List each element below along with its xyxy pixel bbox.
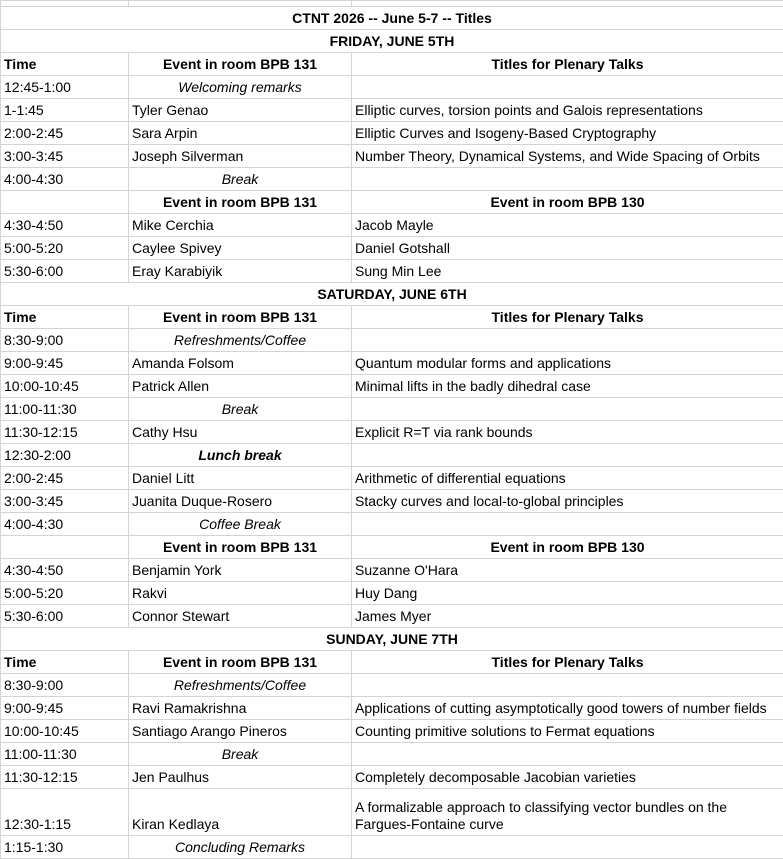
event-cell[interactable]: Concluding Remarks bbox=[129, 836, 352, 859]
speaker-cell[interactable]: Sung Min Lee bbox=[352, 260, 783, 283]
room130-header[interactable]: Event in room BPB 130 bbox=[352, 191, 783, 214]
time-cell[interactable]: 2:00-2:45 bbox=[1, 122, 129, 145]
title-cell[interactable] bbox=[352, 329, 783, 352]
time-cell[interactable]: 2:00-2:45 bbox=[1, 467, 129, 490]
time-cell[interactable]: 12:30-2:00 bbox=[1, 444, 129, 467]
event-cell[interactable]: Welcoming remarks bbox=[129, 76, 352, 99]
title-cell[interactable]: Minimal lifts in the badly dihedral case bbox=[352, 375, 783, 398]
event-cell[interactable]: Lunch break bbox=[129, 444, 352, 467]
title-cell[interactable] bbox=[352, 513, 783, 536]
table-row bbox=[1, 99, 783, 122]
title-cell[interactable]: Counting primitive solutions to Fermat equations bbox=[352, 720, 783, 743]
speaker-cell[interactable]: Joseph Silverman bbox=[129, 145, 352, 168]
time-cell[interactable]: 4:30-4:50 bbox=[1, 214, 129, 237]
table-row bbox=[1, 697, 783, 720]
speaker-cell[interactable]: Jen Paulhus bbox=[129, 766, 352, 789]
table-row bbox=[1, 375, 783, 398]
speaker-cell[interactable]: Connor Stewart bbox=[129, 605, 352, 628]
speaker-cell[interactable]: Cathy Hsu bbox=[129, 421, 352, 444]
plenary-header[interactable]: Titles for Plenary Talks bbox=[352, 306, 783, 329]
title-cell[interactable]: Explicit R=T via rank bounds bbox=[352, 421, 783, 444]
title-cell[interactable] bbox=[352, 398, 783, 421]
room131-header[interactable]: Event in room BPB 131 bbox=[129, 651, 352, 674]
table-row bbox=[1, 444, 783, 467]
time-cell[interactable]: 11:30-12:15 bbox=[1, 421, 129, 444]
time-cell[interactable]: 11:00-11:30 bbox=[1, 398, 129, 421]
title-cell[interactable]: Arithmetic of differential equations bbox=[352, 467, 783, 490]
time-cell[interactable]: 3:00-3:45 bbox=[1, 490, 129, 513]
time-header[interactable]: Time bbox=[1, 53, 129, 76]
title-row bbox=[1, 7, 783, 30]
table-row bbox=[1, 766, 783, 789]
header-row bbox=[1, 651, 783, 674]
table-row bbox=[1, 398, 783, 421]
table-row bbox=[1, 76, 783, 99]
day-row bbox=[1, 628, 783, 651]
title-cell[interactable] bbox=[352, 444, 783, 467]
table-row bbox=[1, 743, 783, 766]
event-cell[interactable]: Coffee Break bbox=[129, 513, 352, 536]
speaker-cell[interactable]: Daniel Litt bbox=[129, 467, 352, 490]
table-row bbox=[1, 836, 783, 859]
time-cell[interactable]: 5:00-5:20 bbox=[1, 237, 129, 260]
speaker-cell[interactable]: Santiago Arango Pineros bbox=[129, 720, 352, 743]
time-cell[interactable]: 11:30-12:15 bbox=[1, 766, 129, 789]
title-cell[interactable]: Number Theory, Dynamical Systems, and Wide Spacing of Orbits bbox=[352, 145, 783, 168]
table-row bbox=[1, 559, 783, 582]
room131-header[interactable]: Event in room BPB 131 bbox=[129, 536, 352, 559]
time-cell[interactable]: 8:30-9:00 bbox=[1, 674, 129, 697]
table-row bbox=[1, 582, 783, 605]
plenary-header[interactable]: Titles for Plenary Talks bbox=[352, 651, 783, 674]
speaker-cell[interactable]: Huy Dang bbox=[352, 582, 783, 605]
time-cell[interactable]: 5:00-5:20 bbox=[1, 582, 129, 605]
title-cell[interactable]: Completely decomposable Jacobian varieties bbox=[352, 766, 783, 789]
cell[interactable] bbox=[1, 191, 129, 214]
event-cell[interactable]: Break bbox=[129, 743, 352, 766]
event-cell[interactable]: Refreshments/Coffee bbox=[129, 329, 352, 352]
table-row bbox=[1, 513, 783, 536]
title-cell[interactable] bbox=[352, 836, 783, 859]
speaker-cell[interactable]: Kiran Kedlaya bbox=[129, 789, 352, 836]
day-heading-sunday[interactable]: SUNDAY, JUNE 7TH bbox=[1, 628, 783, 651]
day-heading-friday[interactable]: FRIDAY, JUNE 5TH bbox=[1, 30, 783, 53]
time-header[interactable]: Time bbox=[1, 651, 129, 674]
title-cell[interactable]: Quantum modular forms and applications bbox=[352, 352, 783, 375]
speaker-cell[interactable]: Caylee Spivey bbox=[129, 237, 352, 260]
time-cell[interactable]: 4:30-4:50 bbox=[1, 559, 129, 582]
event-cell[interactable]: Break bbox=[129, 168, 352, 191]
speaker-cell[interactable]: Rakvi bbox=[129, 582, 352, 605]
time-cell[interactable]: 12:45-1:00 bbox=[1, 76, 129, 99]
event-cell[interactable]: Refreshments/Coffee bbox=[129, 674, 352, 697]
table-row bbox=[1, 789, 783, 836]
table-row bbox=[1, 122, 783, 145]
speaker-cell[interactable]: Juanita Duque-Rosero bbox=[129, 490, 352, 513]
room130-header[interactable]: Event in room BPB 130 bbox=[352, 536, 783, 559]
speaker-cell[interactable]: Ravi Ramakrishna bbox=[129, 697, 352, 720]
time-cell[interactable]: 1-1:45 bbox=[1, 99, 129, 122]
parallel-header-row bbox=[1, 191, 783, 214]
event-cell[interactable]: Break bbox=[129, 398, 352, 421]
room131-header[interactable]: Event in room BPB 131 bbox=[129, 191, 352, 214]
day-row bbox=[1, 283, 783, 306]
room131-header[interactable]: Event in room BPB 131 bbox=[129, 306, 352, 329]
table-row bbox=[1, 674, 783, 697]
table-row bbox=[1, 605, 783, 628]
table-row bbox=[1, 260, 783, 283]
table-row bbox=[1, 168, 783, 191]
time-cell[interactable]: 10:00-10:45 bbox=[1, 720, 129, 743]
table-row bbox=[1, 421, 783, 444]
time-cell[interactable]: 4:00-4:30 bbox=[1, 168, 129, 191]
header-row bbox=[1, 306, 783, 329]
day-row bbox=[1, 30, 783, 53]
speaker-cell[interactable]: Patrick Allen bbox=[129, 375, 352, 398]
table-row bbox=[1, 214, 783, 237]
title-cell[interactable]: A formalizable approach to classifying vector bundles on the Fargues-Fontaine curve bbox=[352, 789, 783, 836]
speaker-cell[interactable]: Jacob Mayle bbox=[352, 214, 783, 237]
speaker-cell[interactable]: Daniel Gotshall bbox=[352, 237, 783, 260]
schedule-title[interactable]: CTNT 2026 -- June 5-7 -- Titles bbox=[1, 7, 783, 30]
plenary-header[interactable]: Titles for Plenary Talks bbox=[352, 53, 783, 76]
table-row bbox=[1, 145, 783, 168]
speaker-cell[interactable]: James Myer bbox=[352, 605, 783, 628]
table-row bbox=[1, 467, 783, 490]
table-row bbox=[1, 490, 783, 513]
title-cell[interactable] bbox=[352, 674, 783, 697]
title-cell[interactable]: Applications of cutting asymptotically good towers of number fields bbox=[352, 697, 783, 720]
time-cell[interactable]: 11:00-11:30 bbox=[1, 743, 129, 766]
time-cell[interactable]: 9:00-9:45 bbox=[1, 697, 129, 720]
speaker-cell[interactable]: Suzanne O'Hara bbox=[352, 559, 783, 582]
table-row bbox=[1, 720, 783, 743]
title-cell[interactable]: Stacky curves and local-to-global principles bbox=[352, 490, 783, 513]
title-cell[interactable]: Elliptic Curves and Isogeny-Based Cryptography bbox=[352, 122, 783, 145]
title-cell[interactable] bbox=[352, 168, 783, 191]
header-row bbox=[1, 53, 783, 76]
time-cell[interactable]: 1:15-1:30 bbox=[1, 836, 129, 859]
speaker-cell[interactable]: Tyler Genao bbox=[129, 99, 352, 122]
time-cell[interactable]: 8:30-9:00 bbox=[1, 329, 129, 352]
speaker-cell[interactable]: Eray Karabiyik bbox=[129, 260, 352, 283]
time-header[interactable]: Time bbox=[1, 306, 129, 329]
table-row bbox=[1, 352, 783, 375]
speaker-cell[interactable]: Mike Cerchia bbox=[129, 214, 352, 237]
speaker-cell[interactable]: Amanda Folsom bbox=[129, 352, 352, 375]
title-cell[interactable] bbox=[352, 743, 783, 766]
room131-header[interactable]: Event in room BPB 131 bbox=[129, 53, 352, 76]
time-cell[interactable]: 5:30-6:00 bbox=[1, 260, 129, 283]
time-cell[interactable]: 10:00-10:45 bbox=[1, 375, 129, 398]
time-cell[interactable]: 4:00-4:30 bbox=[1, 513, 129, 536]
title-cell[interactable]: Elliptic curves, torsion points and Galois representations bbox=[352, 99, 783, 122]
table-row bbox=[1, 329, 783, 352]
time-cell[interactable]: 5:30-6:00 bbox=[1, 605, 129, 628]
time-cell[interactable]: 9:00-9:45 bbox=[1, 352, 129, 375]
speaker-cell[interactable]: Sara Arpin bbox=[129, 122, 352, 145]
title-cell[interactable] bbox=[352, 76, 783, 99]
parallel-header-row bbox=[1, 536, 783, 559]
speaker-cell[interactable]: Benjamin York bbox=[129, 559, 352, 582]
table-row bbox=[1, 237, 783, 260]
time-cell[interactable]: 12:30-1:15 bbox=[1, 789, 129, 836]
time-cell[interactable]: 3:00-3:45 bbox=[1, 145, 129, 168]
day-heading-saturday[interactable]: SATURDAY, JUNE 6TH bbox=[1, 283, 783, 306]
cell[interactable] bbox=[1, 536, 129, 559]
